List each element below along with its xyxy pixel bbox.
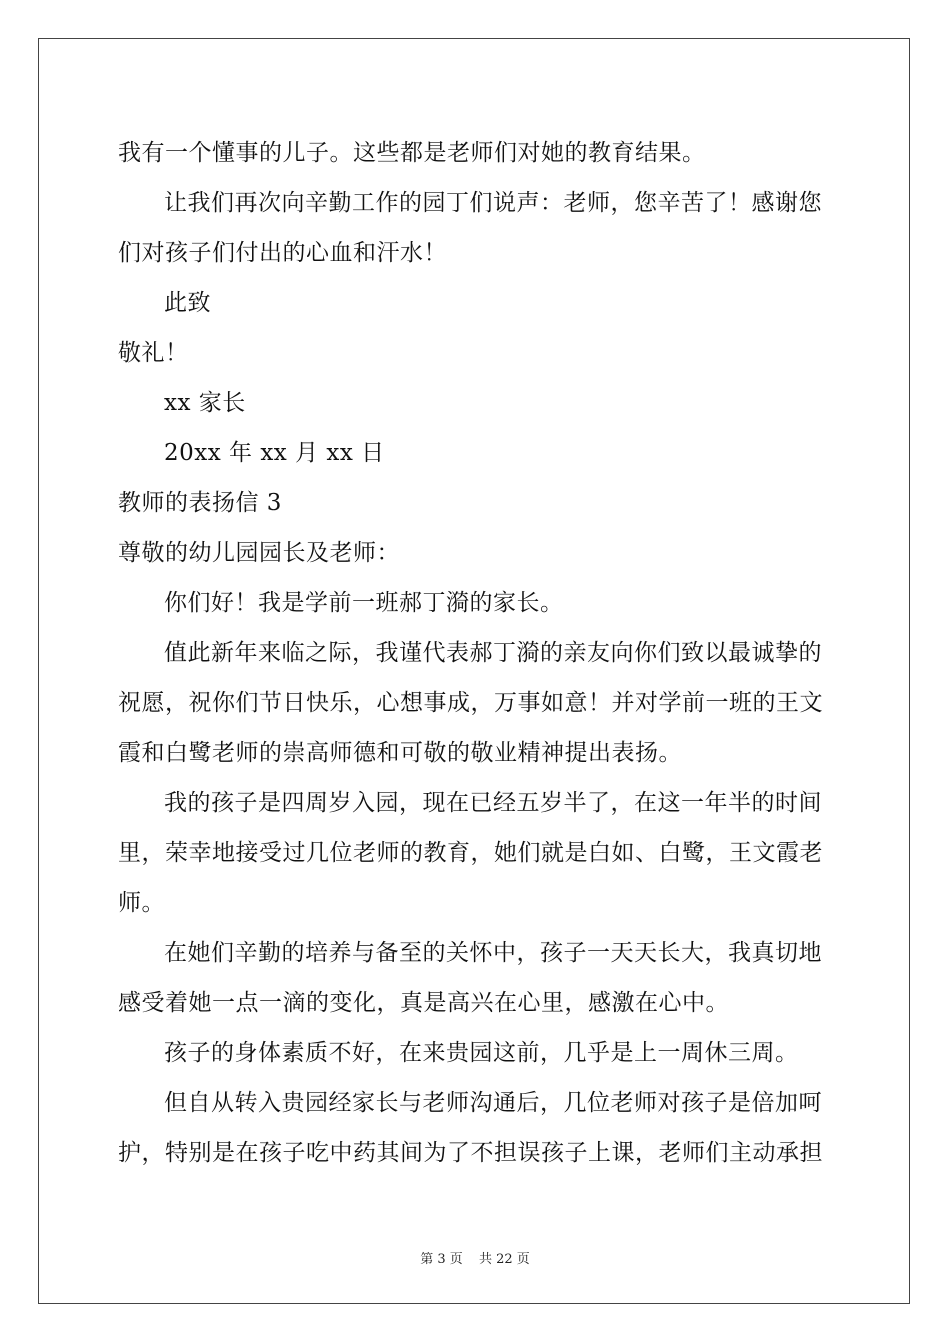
page-number: 第 3 页	[420, 1252, 463, 1267]
text-line: 我的孩子是四周岁入园，现在已经五岁半了，在这一年半的时间	[164, 790, 822, 816]
text-line: 们对孩子们付出的心血和汗水！	[118, 240, 447, 266]
text-line: 我有一个懂事的儿子。这些都是老师们对她的教育结果。	[118, 140, 706, 166]
signature: xx 家长	[164, 390, 246, 416]
letter-greeting: 尊敬的幼儿园园长及老师：	[118, 540, 400, 566]
section-title: 教师的表扬信 3	[118, 490, 282, 516]
salutation-closing: 敬礼！	[118, 340, 189, 366]
text-line: 但自从转入贵园经家长与老师沟通后，几位老师对孩子是倍加呵	[164, 1090, 822, 1116]
text-line: 里，荣幸地接受过几位老师的教育，她们就是白如、白鹭，王文霞老	[118, 840, 823, 866]
text-line: 让我们再次向辛勤工作的园丁们说声：老师，您辛苦了！感谢您	[164, 190, 822, 216]
text-line: 感受着她一点一滴的变化，真是高兴在心里，感激在心中。	[118, 990, 729, 1016]
page-total: 共 22 页	[478, 1252, 530, 1267]
text-line: 在她们辛勤的培养与备至的关怀中，孩子一天天长大，我真切地	[164, 940, 822, 966]
text-line: 值此新年来临之际，我谨代表郝丁漪的亲友向你们致以最诚挚的	[164, 640, 822, 666]
text-line: 师。	[118, 890, 165, 916]
text-line: 护，特别是在孩子吃中药其间为了不担误孩子上课，老师们主动承担	[118, 1140, 823, 1166]
text-line: 你们好！我是学前一班郝丁漪的家长。	[164, 590, 564, 616]
closing-phrase: 此致	[164, 290, 211, 316]
text-line: 孩子的身体素质不好，在来贵园这前，几乎是上一周休三周。	[164, 1040, 799, 1066]
text-line: 霞和白鹭老师的崇高师德和可敬的敬业精神提出表扬。	[118, 740, 682, 766]
document-body	[118, 128, 838, 1178]
text-line: 祝愿，祝你们节日快乐，心想事成，万事如意！并对学前一班的王文	[118, 690, 823, 716]
date-line: 20xx 年 xx 月 xx 日	[164, 440, 385, 466]
page-footer	[0, 1248, 950, 1267]
